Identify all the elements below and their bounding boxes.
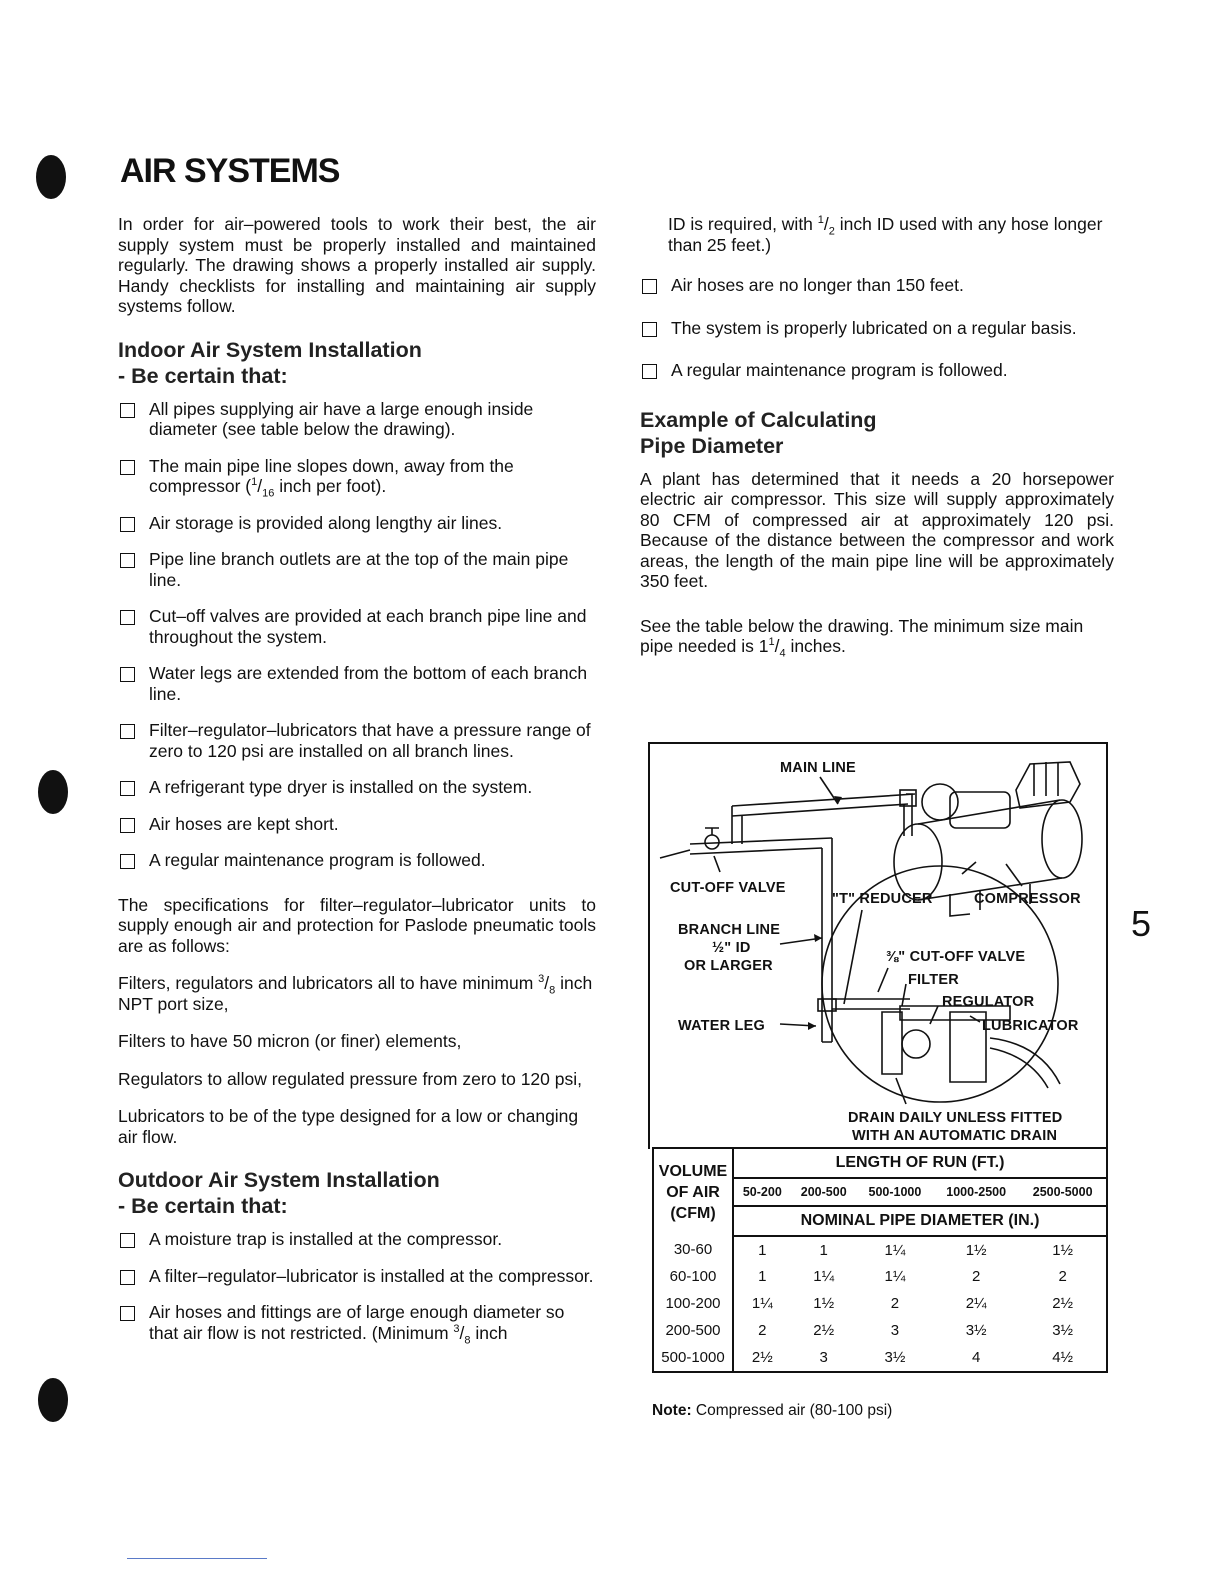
pressure-gauge — [902, 1030, 930, 1058]
spec-filters: Filters to have 50 micron (or finer) elements, — [118, 1031, 462, 1051]
outdoor-check-item[interactable]: Air hoses are no longer than 150 feet. — [640, 275, 1114, 296]
checkbox[interactable] — [120, 1233, 135, 1248]
branch-pipe — [822, 838, 832, 1012]
example-paragraph: A plant has determined that it needs a 20 horsepower electric air compressor. This size will supply approximately 80 CFM of compressed air at approximately 120 psi. Because of the distance between the compressor and work areas, the length of the main pipe line will be approximately 350 feet. — [640, 468, 1114, 591]
filter-leader — [902, 984, 906, 1006]
indoor-check-item[interactable]: Filter–regulator–lubricators that have a pressure range of zero to 120 psi are installed on all branch lines. — [118, 720, 596, 761]
punch-hole-top — [36, 155, 66, 199]
label-compressor: COMPRESSOR — [974, 891, 1081, 907]
main-line-pipe — [732, 794, 915, 816]
table-row: 500-1000 2½ 3 3½ 4 4½ — [653, 1344, 1107, 1372]
range-header: 500-1000 — [857, 1178, 933, 1206]
outdoor-item-continued: ID is required, with $^1/_2$ inch ID used with any hose longer than 25 feet.) — [668, 214, 1103, 255]
pipe-diameter-table — [652, 1147, 1108, 1373]
label-drain-line1: DRAIN DAILY UNLESS FITTED — [848, 1110, 1063, 1126]
checkbox[interactable] — [642, 364, 657, 379]
table-row: 30-60 1 1 1¼ 1½ 1½ — [653, 1236, 1107, 1263]
spec-regulators: Regulators to allow regulated pressure from zero to 120 psi, — [118, 1068, 582, 1089]
spec-lubricators: Lubricators to be of the type designed for a low or changing air flow. — [118, 1106, 579, 1147]
label-cutoff-valve: CUT-OFF VALVE — [670, 880, 786, 896]
indoor-check-item[interactable]: Cut–off valves are provided at each branch pipe line and throughout the system. — [118, 606, 596, 647]
checkbox[interactable] — [120, 403, 135, 418]
compressor-leader — [1006, 864, 1022, 886]
range-header: 2500-5000 — [1019, 1178, 1107, 1206]
outdoor-heading: Outdoor Air System Installation - Be certain that: — [118, 1168, 440, 1218]
checkbox[interactable] — [120, 781, 135, 796]
checkbox[interactable] — [120, 517, 135, 532]
example-result: See the table below the drawing. The minimum size main pipe needed is $1^1/_4$ inches. — [640, 615, 1084, 660]
table-row: 60-100 1 1¼ 1¼ 2 2 — [653, 1263, 1107, 1290]
punch-hole-bottom — [38, 1378, 68, 1422]
compressor-pump — [1016, 762, 1080, 808]
t-reducer-drop-leader — [844, 910, 862, 1004]
regulator-leader — [930, 1006, 938, 1024]
checkbox[interactable] — [642, 279, 657, 294]
checkbox[interactable] — [642, 322, 657, 337]
volume-header: VOLUME OF AIR (CFM) — [653, 1148, 733, 1236]
checkbox[interactable] — [120, 1306, 135, 1321]
checkbox[interactable] — [120, 818, 135, 833]
label-lubricator: LUBRICATOR — [982, 1018, 1079, 1034]
compressor-flywheel — [922, 784, 958, 820]
cutoff-38-leader — [878, 968, 888, 992]
indoor-check-item[interactable]: Air storage is provided along lengthy air lines. — [118, 513, 596, 534]
indoor-check-item[interactable]: Water legs are extended from the bottom of each branch line. — [118, 663, 596, 704]
filter-bowl — [882, 1012, 902, 1074]
length-of-run-header: LENGTH OF RUN (FT.) — [733, 1148, 1107, 1178]
checkbox[interactable] — [120, 724, 135, 739]
drain-tube — [896, 1078, 906, 1104]
label-or-larger: OR LARGER — [684, 958, 773, 974]
specs-intro: The specifications for filter–regulator–lubricator units to supply enough air and protection for Paslode pneumatic tools are as follows: — [118, 894, 596, 956]
label-branch-line: BRANCH LINE — [678, 922, 781, 938]
label-branch-size: ½" ID — [712, 940, 751, 956]
table-row: 100-200 1¼ 1½ 2 2¼ 2½ — [653, 1290, 1107, 1317]
table-note: Note: Compressed air (80-100 psi) — [652, 1402, 893, 1419]
checkbox[interactable] — [120, 460, 135, 475]
label-drain-line2: WITH AN AUTOMATIC DRAIN — [852, 1128, 1058, 1144]
punch-hole-middle — [38, 770, 68, 814]
checkbox[interactable] — [120, 610, 135, 625]
lubricator-bowl — [950, 1012, 986, 1082]
label-water-leg: WATER LEG — [678, 1018, 765, 1034]
label-38-cutoff-valve: ⅜" CUT-OFF VALVE — [886, 949, 1026, 965]
label-main-line: MAIN LINE — [780, 760, 856, 776]
outdoor-check-item[interactable]: Air hoses and fittings are of large enough diameter so that air flow is not restricted. (Minimum $^3/_8$ inch — [118, 1302, 596, 1343]
footer-rule — [127, 1558, 267, 1559]
label-filter: FILTER — [908, 972, 959, 988]
label-regulator: REGULATOR — [942, 994, 1035, 1010]
air-system-diagram — [648, 742, 1108, 1149]
indoor-check-item[interactable]: A refrigerant type dryer is installed on the system. — [118, 777, 596, 798]
example-heading: Example of Calculating Pipe Diameter — [640, 407, 877, 458]
outdoor-check-item[interactable]: A moisture trap is installed at the compressor. — [118, 1229, 596, 1250]
table-row: 200-500 2 2½ 3 3½ 3½ — [653, 1317, 1107, 1344]
range-header: 50-200 — [733, 1178, 791, 1206]
outdoor-check-item[interactable]: A regular maintenance program is followed. — [640, 360, 1114, 381]
intro-paragraph: In order for air–powered tools to work their best, the air supply system must be properly installed and maintained regularly. The drawing shows a properly installed air supply. Handy checklists for installing and maintaining air supply systems follow. — [118, 214, 596, 316]
indoor-check-item[interactable]: Air hoses are kept short. — [118, 814, 596, 835]
right-column — [640, 214, 1114, 674]
cutoff-valve-drawing — [705, 835, 719, 849]
air-hose — [990, 1038, 1060, 1088]
nominal-diameter-header: NOMINAL PIPE DIAMETER (IN.) — [733, 1206, 1107, 1236]
compressor-tank-body — [918, 800, 1062, 900]
checkbox[interactable] — [120, 1270, 135, 1285]
outdoor-check-item[interactable]: The system is properly lubricated on a regular basis. — [640, 318, 1114, 339]
drop-pipe — [732, 806, 742, 844]
indoor-check-item[interactable]: A regular maintenance program is followed. — [118, 850, 596, 871]
checkbox[interactable] — [120, 667, 135, 682]
indoor-heading: Indoor Air System Installation - Be certain that: — [118, 337, 422, 388]
compressor-tank-end — [894, 824, 942, 900]
indoor-check-item[interactable]: Pipe line branch outlets are at the top of the main pipe line. — [118, 549, 596, 590]
indoor-check-item[interactable]: All pipes supplying air have a large enough inside diameter (see table below the drawing). — [118, 399, 596, 440]
outdoor-check-item[interactable]: A filter–regulator–lubricator is installed at the compressor. — [118, 1266, 596, 1287]
checkbox[interactable] — [120, 854, 135, 869]
page-number: 5 — [1131, 903, 1152, 944]
page-title: AIR SYSTEMS — [120, 152, 340, 190]
label-t-reducer: "T" REDUCER — [832, 891, 933, 907]
checkbox[interactable] — [120, 553, 135, 568]
range-header: 200-500 — [791, 1178, 857, 1206]
left-column — [118, 214, 596, 1359]
cutoff-leader — [714, 856, 720, 872]
indoor-check-item[interactable]: The main pipe line slopes down, away from the compressor ($^1/_{16}$ inch per foot). — [118, 456, 596, 497]
spec-port-size: Filters, regulators and lubricators all to have minimum $^3/_8$ inch NPT port size, — [118, 973, 593, 1014]
range-header: 1000-2500 — [933, 1178, 1019, 1206]
feed-pipe — [690, 838, 832, 854]
lubricator-leader — [970, 1016, 980, 1022]
